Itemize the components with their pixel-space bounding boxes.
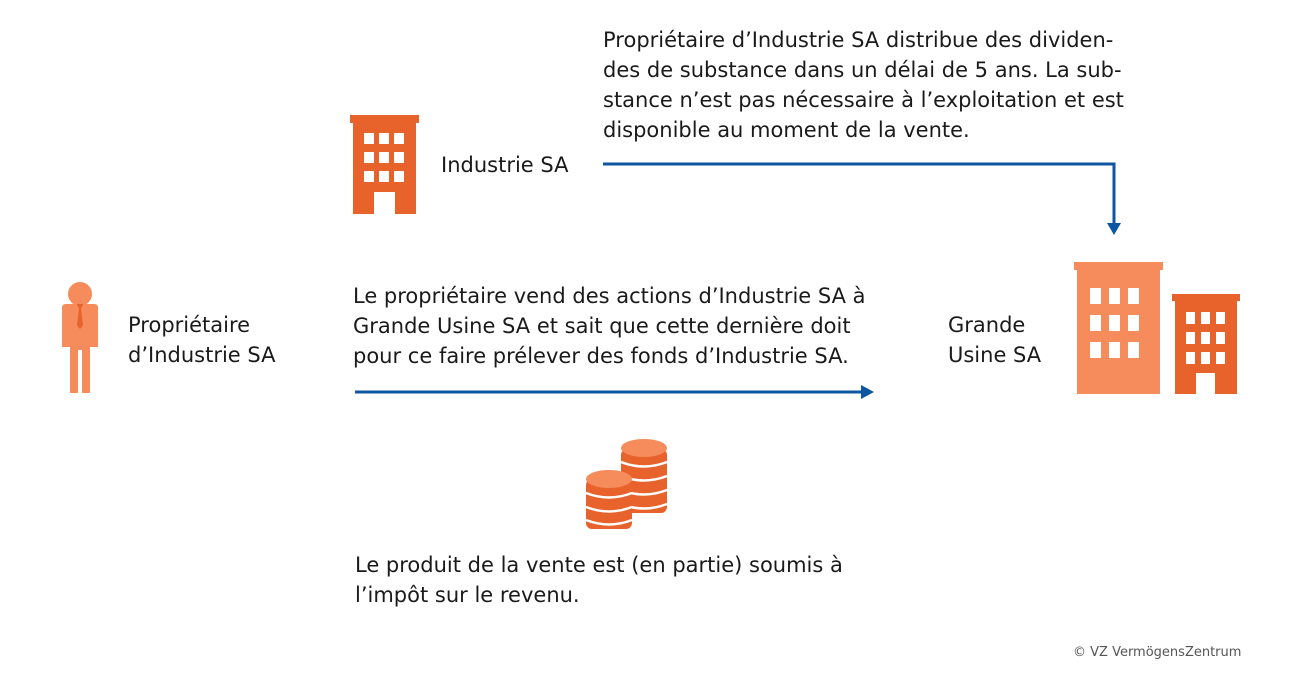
dividends-description: Propriétaire d’Industrie SA distribue des dividen- des de substance dans un délai de 5 ans. La sub- stance n’est pas nécessaire à l’exploitation et est disponible au moment de la vente. [603,28,1124,142]
copyright-note: © VZ VermögensZentrum [1073,645,1242,660]
grande-usine-building-icon [1074,262,1240,394]
grande-usine-label: Grande Usine SA [948,313,1042,367]
sale-description: Le propriétaire vend des actions d’Industrie SA à Grande Usine SA et sait que cette dernière doit pour ce faire prélever des fonds d’Industrie SA. [353,284,866,368]
industrie-building-icon [350,115,419,214]
person-icon [62,282,98,393]
tax-description: Le produit de la vente est (en partie) soumis à l’impôt sur le revenu. [355,553,843,607]
coins-icon [586,439,667,529]
industrie-sa-label: Industrie SA [441,153,569,177]
dividend-arrow [603,164,1114,226]
owner-label: Propriétaire d’Industrie SA [128,313,276,367]
sale-arrowhead [861,385,874,399]
dividend-arrowhead [1107,223,1121,235]
